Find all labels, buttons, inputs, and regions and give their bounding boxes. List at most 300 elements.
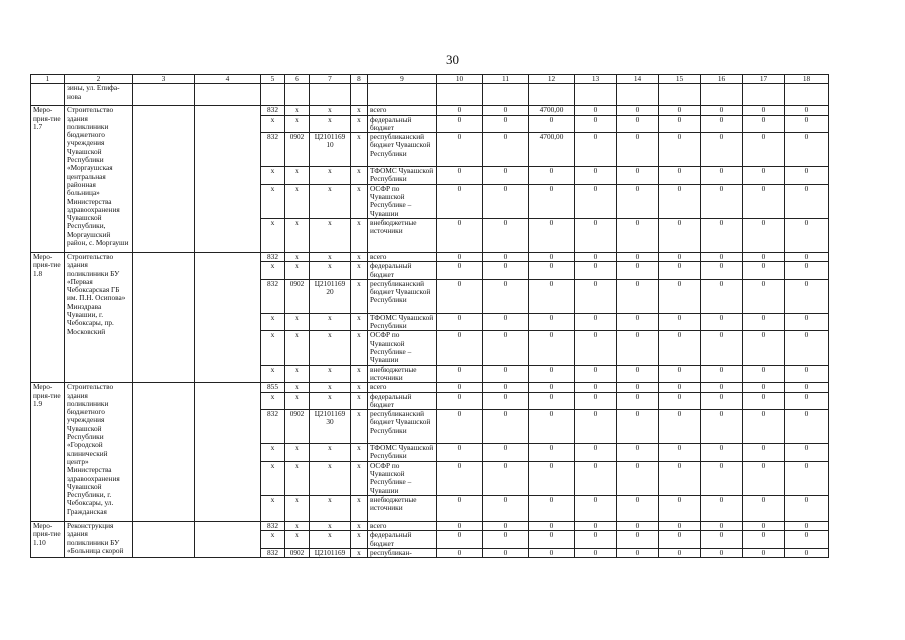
section-code: х [285, 521, 310, 530]
value-cell: 0 [617, 313, 659, 331]
measure-label: Меро-прия-тие 1.9 [31, 383, 65, 522]
grbs-code: х [261, 115, 285, 133]
value-cell: 0 [785, 115, 829, 133]
value-cell: 0 [437, 383, 483, 392]
value-cell: 0 [483, 531, 529, 549]
column-header: 14 [617, 75, 659, 84]
value-cell: 0 [701, 218, 743, 252]
value-cell: 0 [575, 392, 617, 410]
table-cell [195, 106, 261, 253]
value-cell: 0 [701, 115, 743, 133]
table-cell [701, 84, 743, 106]
value-cell: 0 [437, 167, 483, 185]
value-cell: 0 [617, 461, 659, 495]
target-article-code: Ц2101169 30 [310, 410, 351, 444]
column-header: 9 [368, 75, 437, 84]
value-cell: 0 [437, 262, 483, 280]
target-article-code: Ц2101169 [310, 548, 351, 557]
value-cell: 0 [483, 133, 529, 167]
column-header: 3 [133, 75, 195, 84]
table-cell [368, 84, 437, 106]
column-header: 5 [261, 75, 285, 84]
table-cell [133, 252, 195, 382]
section-code: х [285, 184, 310, 218]
expense-type-code: х [351, 495, 368, 521]
value-cell: 0 [529, 331, 575, 365]
value-cell: 0 [701, 106, 743, 115]
value-cell: 0 [575, 548, 617, 557]
section-code: х [285, 444, 310, 462]
table-cell [195, 84, 261, 106]
funding-source: федеральный бюджет [368, 531, 437, 549]
value-cell: 0 [575, 133, 617, 167]
section-code: х [285, 331, 310, 365]
value-cell: 0 [529, 521, 575, 530]
value-cell: 0 [785, 383, 829, 392]
expense-type-code: х [351, 521, 368, 530]
funding-source: ТФОМС Чувашской Республики [368, 313, 437, 331]
table-row [31, 521, 829, 530]
section-code: х [285, 461, 310, 495]
expense-type-code: х [351, 383, 368, 392]
target-article-code: Ц2101169 20 [310, 279, 351, 313]
measure-label: Меро-прия-тие 1.10 [31, 521, 65, 557]
expense-type-code: х [351, 410, 368, 444]
grbs-code: 832 [261, 252, 285, 261]
section-code: 0902 [285, 133, 310, 167]
value-cell: 0 [743, 548, 785, 557]
value-cell: 0 [617, 279, 659, 313]
section-code: х [285, 167, 310, 185]
expense-type-code: х [351, 392, 368, 410]
value-cell: 0 [617, 106, 659, 115]
grbs-code: х [261, 184, 285, 218]
value-cell: 0 [617, 218, 659, 252]
column-header: 15 [659, 75, 701, 84]
value-cell: 0 [617, 365, 659, 383]
value-cell: 0 [701, 184, 743, 218]
grbs-code: х [261, 365, 285, 383]
value-cell: 0 [575, 521, 617, 530]
funding-source: федеральный бюджет [368, 392, 437, 410]
column-header: 17 [743, 75, 785, 84]
value-cell: 0 [743, 313, 785, 331]
value-cell: 0 [659, 461, 701, 495]
value-cell: 0 [575, 313, 617, 331]
value-cell: 0 [743, 133, 785, 167]
value-cell: 0 [701, 383, 743, 392]
target-article-code: х [310, 444, 351, 462]
value-cell: 0 [437, 133, 483, 167]
value-cell: 0 [743, 252, 785, 261]
table-row [31, 252, 829, 261]
table-cell [659, 84, 701, 106]
grbs-code: х [261, 167, 285, 185]
section-code: х [285, 365, 310, 383]
funding-source: ОСФР по Чувашской Республике – Чувашии [368, 331, 437, 365]
table-cell [785, 84, 829, 106]
value-cell: 0 [659, 106, 701, 115]
value-cell: 0 [575, 106, 617, 115]
value-cell: 4700,00 [529, 106, 575, 115]
funding-source: внебюджетные источники [368, 365, 437, 383]
value-cell: 0 [785, 392, 829, 410]
grbs-code: 855 [261, 383, 285, 392]
funding-source: внебюджетные источники [368, 218, 437, 252]
grbs-code: 832 [261, 279, 285, 313]
table-cell [483, 84, 529, 106]
funding-source: всего [368, 521, 437, 530]
column-header: 18 [785, 75, 829, 84]
value-cell: 0 [617, 115, 659, 133]
header-row [31, 75, 829, 84]
value-cell: 0 [659, 521, 701, 530]
value-cell: 0 [617, 184, 659, 218]
target-article-code: х [310, 461, 351, 495]
target-article-code: х [310, 365, 351, 383]
value-cell: 0 [743, 106, 785, 115]
value-cell: 0 [659, 184, 701, 218]
value-cell: 0 [483, 461, 529, 495]
target-article-code: х [310, 115, 351, 133]
value-cell: 0 [437, 444, 483, 462]
value-cell: 0 [437, 392, 483, 410]
value-cell: 0 [437, 218, 483, 252]
column-header: 10 [437, 75, 483, 84]
value-cell: 0 [437, 252, 483, 261]
value-cell: 0 [575, 331, 617, 365]
section-code: х [285, 115, 310, 133]
value-cell: 0 [785, 444, 829, 462]
value-cell: 0 [483, 521, 529, 530]
continuation-row [31, 84, 829, 106]
value-cell: 0 [437, 279, 483, 313]
grbs-code: 832 [261, 521, 285, 530]
value-cell: 0 [437, 410, 483, 444]
value-cell: 0 [437, 331, 483, 365]
value-cell: 0 [617, 133, 659, 167]
value-cell: 0 [575, 365, 617, 383]
value-cell: 0 [785, 531, 829, 549]
value-cell: 0 [529, 410, 575, 444]
value-cell: 0 [575, 167, 617, 185]
target-article-code: х [310, 521, 351, 530]
value-cell: 0 [483, 383, 529, 392]
value-cell: 0 [437, 495, 483, 521]
expense-type-code: х [351, 115, 368, 133]
value-cell: 0 [701, 167, 743, 185]
value-cell: 0 [483, 392, 529, 410]
grbs-code: х [261, 392, 285, 410]
expense-type-code: х [351, 331, 368, 365]
value-cell: 0 [483, 365, 529, 383]
table-cell [261, 84, 285, 106]
section-code: 0902 [285, 279, 310, 313]
value-cell: 0 [483, 548, 529, 557]
value-cell: 0 [659, 167, 701, 185]
value-cell: 0 [483, 167, 529, 185]
value-cell: 0 [617, 495, 659, 521]
table-cell [285, 84, 310, 106]
value-cell: 0 [483, 313, 529, 331]
grbs-code: х [261, 495, 285, 521]
table-cell [133, 383, 195, 522]
expense-type-code: х [351, 167, 368, 185]
expense-type-code: х [351, 184, 368, 218]
value-cell: 0 [617, 444, 659, 462]
value-cell: 0 [529, 184, 575, 218]
target-article-code: х [310, 184, 351, 218]
value-cell: 0 [575, 531, 617, 549]
grbs-code: х [261, 531, 285, 549]
target-article-code: х [310, 313, 351, 331]
value-cell: 0 [659, 331, 701, 365]
value-cell: 0 [743, 331, 785, 365]
value-cell: 0 [617, 252, 659, 261]
column-header: 12 [529, 75, 575, 84]
measure-description: Строительство здания поликлиники БУ «Первая Чебоксарская ГБ им. П.Н. Осипова» Минздрава Чувашии, г. Чебоксары, пр. Московский [65, 252, 133, 382]
value-cell: 0 [743, 495, 785, 521]
value-cell: 0 [659, 548, 701, 557]
section-code: 0902 [285, 548, 310, 557]
value-cell: 0 [575, 461, 617, 495]
funding-source: ОСФР по Чувашской Республике – Чувашии [368, 184, 437, 218]
value-cell: 0 [575, 410, 617, 444]
grbs-code: х [261, 218, 285, 252]
expense-type-code: х [351, 279, 368, 313]
value-cell: 0 [785, 279, 829, 313]
value-cell: 0 [701, 133, 743, 167]
value-cell: 0 [575, 495, 617, 521]
value-cell: 0 [483, 115, 529, 133]
table-cell [743, 84, 785, 106]
value-cell: 0 [617, 331, 659, 365]
value-cell: 0 [785, 106, 829, 115]
target-article-code: х [310, 218, 351, 252]
value-cell: 0 [483, 279, 529, 313]
value-cell: 0 [617, 548, 659, 557]
funding-source: ОСФР по Чувашской Республике – Чувашии [368, 461, 437, 495]
value-cell: 0 [483, 106, 529, 115]
value-cell: 0 [659, 392, 701, 410]
table-cell [195, 252, 261, 382]
table-cell [575, 84, 617, 106]
value-cell: 0 [701, 262, 743, 280]
target-article-code: х [310, 392, 351, 410]
value-cell: 0 [743, 262, 785, 280]
value-cell: 0 [701, 279, 743, 313]
table-cell [351, 84, 368, 106]
funding-source: федеральный бюджет [368, 262, 437, 280]
value-cell: 0 [785, 495, 829, 521]
value-cell: 0 [701, 461, 743, 495]
section-code: х [285, 383, 310, 392]
value-cell: 0 [437, 461, 483, 495]
value-cell: 0 [529, 262, 575, 280]
value-cell: 0 [701, 252, 743, 261]
section-code: х [285, 218, 310, 252]
value-cell: 0 [701, 410, 743, 444]
value-cell: 0 [437, 184, 483, 218]
expense-type-code: х [351, 548, 368, 557]
grbs-code: 832 [261, 410, 285, 444]
page-number: 30 [446, 52, 459, 67]
value-cell: 0 [575, 279, 617, 313]
funding-source: республиканский бюджет Чувашской Республики [368, 410, 437, 444]
section-code: х [285, 262, 310, 280]
section-code: 0902 [285, 410, 310, 444]
value-cell: 0 [617, 262, 659, 280]
measure-description: Строительство здания поликлиники бюджетного учреждения Чувашской Республики «Моргаушская центральная районная больница» Министерства здравоохранения Чувашской Республики, Моргаушский район, с. Моргауши [65, 106, 133, 253]
column-header: 16 [701, 75, 743, 84]
value-cell: 0 [483, 410, 529, 444]
section-code: х [285, 531, 310, 549]
value-cell: 0 [575, 184, 617, 218]
target-article-code: х [310, 531, 351, 549]
expense-type-code: х [351, 313, 368, 331]
value-cell: 0 [785, 252, 829, 261]
value-cell: 0 [785, 313, 829, 331]
value-cell: 0 [437, 365, 483, 383]
funding-source: республикан- [368, 548, 437, 557]
value-cell: 0 [785, 461, 829, 495]
table-cell [31, 84, 65, 106]
funding-source: ТФОМС Чувашской Республики [368, 167, 437, 185]
value-cell: 0 [659, 279, 701, 313]
expense-type-code: х [351, 133, 368, 167]
value-cell: 0 [659, 531, 701, 549]
value-cell: 0 [659, 252, 701, 261]
target-article-code: х [310, 262, 351, 280]
table-cell [310, 84, 351, 106]
value-cell: 0 [575, 115, 617, 133]
table-row [31, 106, 829, 115]
value-cell: 0 [701, 495, 743, 521]
value-cell: 0 [529, 531, 575, 549]
table-cell [195, 521, 261, 557]
value-cell: 0 [743, 184, 785, 218]
value-cell: 0 [743, 410, 785, 444]
program-table [30, 74, 829, 558]
value-cell: 0 [529, 279, 575, 313]
value-cell: 0 [529, 461, 575, 495]
value-cell: 0 [785, 365, 829, 383]
value-cell: 0 [659, 383, 701, 392]
value-cell: 0 [743, 444, 785, 462]
value-cell: 0 [785, 218, 829, 252]
value-cell: 0 [529, 313, 575, 331]
value-cell: 0 [701, 392, 743, 410]
value-cell: 0 [743, 115, 785, 133]
section-code: х [285, 313, 310, 331]
grbs-code: 832 [261, 106, 285, 115]
value-cell: 0 [701, 365, 743, 383]
value-cell: 0 [659, 262, 701, 280]
section-code: х [285, 495, 310, 521]
continuation-text: зины, ул. Епифа-нова [65, 84, 133, 106]
value-cell: 0 [617, 383, 659, 392]
value-cell: 0 [483, 218, 529, 252]
value-cell: 0 [743, 392, 785, 410]
value-cell: 0 [659, 495, 701, 521]
measure-label: Меро-прия-тие 1.7 [31, 106, 65, 253]
table-cell [133, 521, 195, 557]
funding-source: республиканский бюджет Чувашской Республики [368, 133, 437, 167]
funding-source: всего [368, 383, 437, 392]
value-cell: 0 [483, 262, 529, 280]
value-cell: 0 [659, 133, 701, 167]
value-cell: 0 [529, 115, 575, 133]
value-cell: 0 [529, 392, 575, 410]
value-cell: 0 [437, 548, 483, 557]
value-cell: 0 [743, 279, 785, 313]
value-cell: 0 [659, 218, 701, 252]
value-cell: 0 [743, 531, 785, 549]
target-article-code: х [310, 167, 351, 185]
expense-type-code: х [351, 531, 368, 549]
value-cell: 0 [529, 383, 575, 392]
funding-source: федеральный бюджет [368, 115, 437, 133]
grbs-code: 832 [261, 548, 285, 557]
value-cell: 0 [785, 184, 829, 218]
grbs-code: х [261, 262, 285, 280]
expense-type-code: х [351, 218, 368, 252]
value-cell: 0 [785, 133, 829, 167]
table-cell [133, 106, 195, 253]
value-cell: 0 [575, 262, 617, 280]
funding-source: республиканский бюджет Чувашской Республики [368, 279, 437, 313]
table-cell [617, 84, 659, 106]
value-cell: 0 [437, 531, 483, 549]
value-cell: 0 [743, 521, 785, 530]
value-cell: 0 [575, 252, 617, 261]
value-cell: 0 [743, 365, 785, 383]
measure-description: Строительство здания поликлиники бюджетного учреждения Чувашской Республики «Городской клинический центр» Министерства здравоохранения Чувашской Республики, г. Чебоксары, ул. Гражданская [65, 383, 133, 522]
table-cell [195, 383, 261, 522]
target-article-code: х [310, 383, 351, 392]
value-cell: 0 [701, 548, 743, 557]
value-cell: 0 [659, 410, 701, 444]
grbs-code: х [261, 331, 285, 365]
value-cell: 0 [529, 218, 575, 252]
value-cell: 0 [785, 521, 829, 530]
expense-type-code: х [351, 262, 368, 280]
measure-description: Реконструкция здания поликлиники БУ «Больница скорой [65, 521, 133, 557]
value-cell: 0 [701, 331, 743, 365]
value-cell: 0 [743, 218, 785, 252]
value-cell: 0 [437, 106, 483, 115]
table-cell [133, 84, 195, 106]
grbs-code: х [261, 461, 285, 495]
column-header: 1 [31, 75, 65, 84]
section-code: х [285, 106, 310, 115]
table-cell [529, 84, 575, 106]
grbs-code: х [261, 313, 285, 331]
value-cell: 0 [483, 495, 529, 521]
value-cell: 0 [659, 444, 701, 462]
value-cell: 0 [617, 521, 659, 530]
funding-source: всего [368, 106, 437, 115]
expense-type-code: х [351, 365, 368, 383]
table-row [31, 383, 829, 392]
value-cell: 0 [617, 410, 659, 444]
column-header: 2 [65, 75, 133, 84]
target-article-code: х [310, 106, 351, 115]
value-cell: 0 [529, 167, 575, 185]
value-cell: 0 [529, 495, 575, 521]
value-cell: 0 [743, 167, 785, 185]
value-cell: 0 [617, 531, 659, 549]
